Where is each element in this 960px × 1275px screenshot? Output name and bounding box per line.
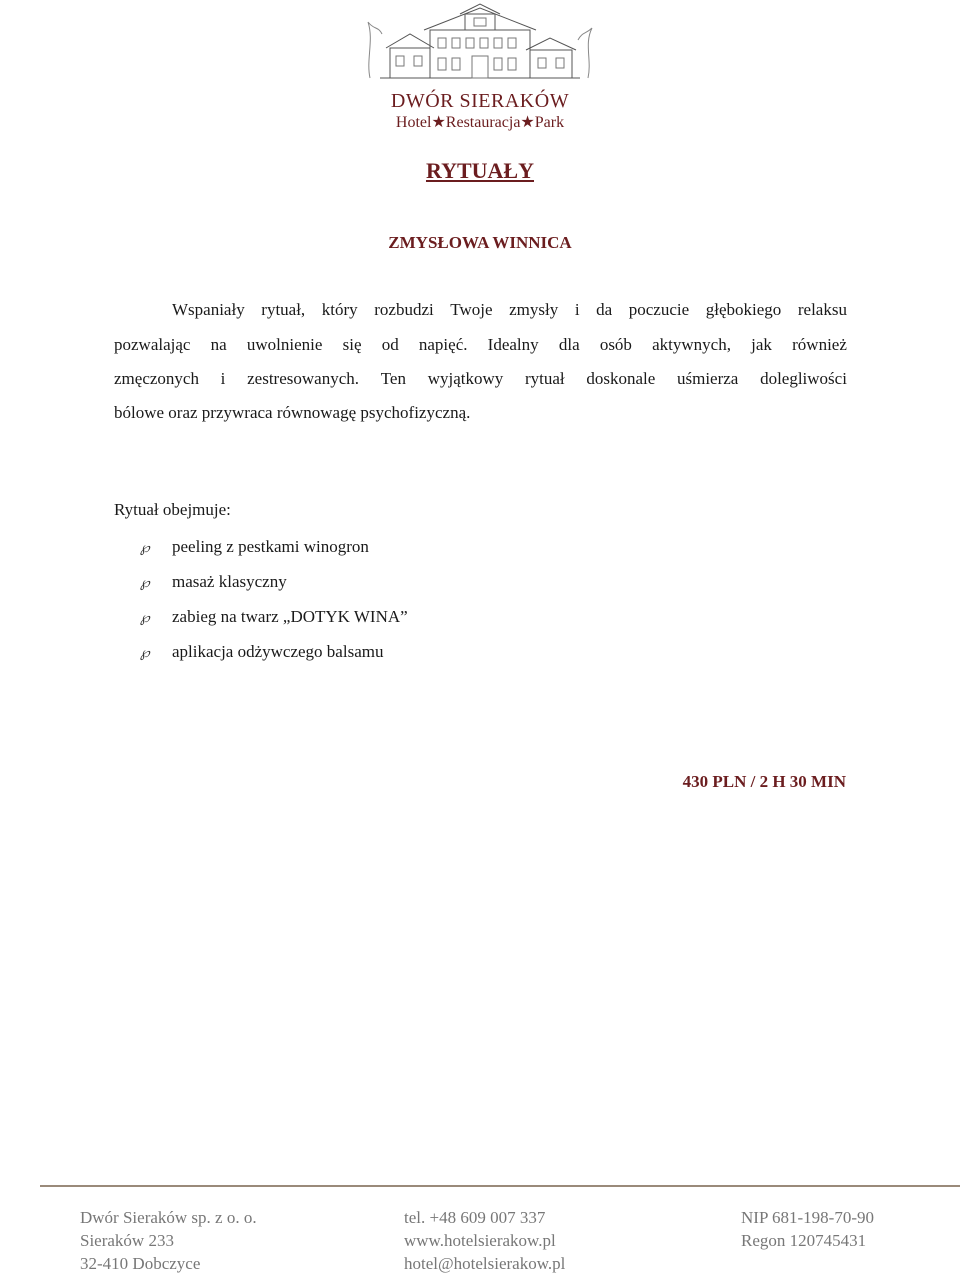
footer-divider xyxy=(40,1185,960,1187)
description-word: doskonale xyxy=(586,369,656,388)
description-word: napięć. xyxy=(418,335,468,354)
description-word: osób xyxy=(599,335,632,354)
description-word: uwolnienie xyxy=(246,335,323,354)
description-word: jak xyxy=(751,335,772,354)
description-word: uśmierza xyxy=(676,369,739,388)
footer-company: Dwór Sieraków sp. z o. o. Sieraków 233 32-410 Dobczyce xyxy=(80,1208,257,1273)
description-word: dla xyxy=(558,335,580,354)
logo-name: DWÓR SIERAKÓW xyxy=(390,90,570,112)
page-title: RYTUAŁY xyxy=(425,158,534,183)
list-item xyxy=(140,642,384,662)
bullet-icon: ℘ xyxy=(140,611,150,626)
description-word: Idealny xyxy=(487,335,539,354)
website-link[interactable]: www.hotelsierakow.pl xyxy=(404,1231,556,1250)
phone-link[interactable]: tel. +48 609 007 337 xyxy=(404,1208,546,1227)
description-word: Ten xyxy=(380,369,406,388)
description-word: zestresowanych. xyxy=(247,369,359,388)
description-word: również xyxy=(792,335,847,354)
description-word: się xyxy=(342,335,362,354)
ritual-name: ZMYSŁOWA WINNICA xyxy=(388,233,572,252)
description-word: i xyxy=(574,300,580,319)
description-word: zmęczonych xyxy=(114,369,199,388)
description-word: aktywnych, xyxy=(652,335,731,354)
description-line xyxy=(172,301,847,318)
description-word: głębokiego xyxy=(705,300,782,319)
description-word: rytuał xyxy=(524,369,565,388)
bullet-icon: ℘ xyxy=(140,541,150,556)
description-line xyxy=(114,336,847,353)
price: 430 PLN / 2 H 30 MIN xyxy=(682,772,846,791)
hotel-logo xyxy=(360,0,600,135)
bullet-icon: ℘ xyxy=(140,576,150,591)
list-item-text: masaż klasyczny xyxy=(172,572,287,591)
description-word: da xyxy=(596,300,613,319)
description-word: Wspaniały xyxy=(172,300,245,319)
logo-tagline: Hotel★Restauracja★Park xyxy=(395,114,565,131)
list-item xyxy=(140,607,408,627)
description-word: i xyxy=(220,369,226,388)
description-word: poczucie xyxy=(628,300,690,319)
description-word: pozwalając xyxy=(114,335,191,354)
manor-house-icon xyxy=(360,0,600,90)
email-link[interactable]: hotel@hotelsierakow.pl xyxy=(404,1254,566,1273)
description-line: bólowe oraz przywraca równowagę psychofizyczną. xyxy=(114,403,471,422)
list-item-text: peeling z pestkami winogron xyxy=(172,537,369,556)
list-item-text: aplikacja odżywczego balsamu xyxy=(172,642,384,661)
footer-contact xyxy=(404,1206,565,1275)
description-word: rozbudzi xyxy=(374,300,434,319)
description-line xyxy=(114,370,847,387)
description-word: relaksu xyxy=(797,300,847,319)
description-word: wyjątkowy xyxy=(427,369,504,388)
list-item xyxy=(140,537,369,557)
description-word: dolegliwości xyxy=(760,369,847,388)
bullet-icon: ℘ xyxy=(140,646,150,661)
includes-label: Rytuał obejmuje: xyxy=(114,500,231,519)
description-word: od xyxy=(381,335,399,354)
description-word: na xyxy=(210,335,227,354)
description-word: rytuał, xyxy=(261,300,306,319)
description-word: Twoje xyxy=(450,300,493,319)
description-word: zmysły xyxy=(509,300,559,319)
description-word: który xyxy=(321,300,358,319)
list-item-text: zabieg na twarz „DOTYK WINA” xyxy=(172,607,408,626)
footer-registration: NIP 681-198-70-90 Regon 120745431 xyxy=(741,1208,874,1250)
list-item xyxy=(140,572,287,592)
